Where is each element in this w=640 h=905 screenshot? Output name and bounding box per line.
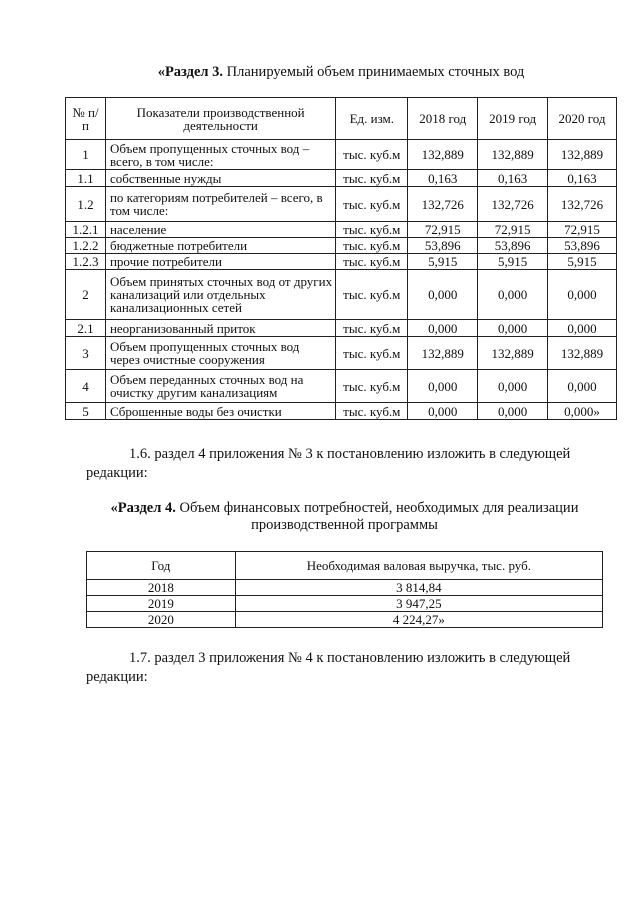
row-num: 1.2 xyxy=(66,187,106,222)
row-unit: тыс. куб.м xyxy=(336,222,408,238)
row-name: Объем принятых сточных вод от других канализаций или отдельных канализационных сетей xyxy=(105,270,335,320)
row-value-2018: 53,896 xyxy=(408,238,478,254)
row-value-2019: 5,915 xyxy=(478,254,548,270)
table-row xyxy=(87,580,603,596)
row-unit: тыс. куб.м xyxy=(336,187,408,222)
table-row xyxy=(66,170,617,187)
section3-title xyxy=(65,64,617,81)
row-value-2020: 5,915 xyxy=(548,254,617,270)
row-value-2018: 0,000 xyxy=(408,270,478,320)
row-value-2019: 0,000 xyxy=(478,320,548,337)
row-num: 2 xyxy=(66,270,106,320)
table-row xyxy=(66,254,617,270)
paragraph-1-6: 1.6. раздел 4 приложения № 3 к постановлению изложить в следующей редакции: xyxy=(86,446,571,481)
row-value-2019: 132,726 xyxy=(478,187,548,222)
row-num: 4 xyxy=(66,370,106,403)
row-unit: тыс. куб.м xyxy=(336,140,408,170)
paragraph-1-7: 1.7. раздел 3 приложения № 4 к постановлению изложить в следующей редакции: xyxy=(86,650,571,685)
table-row xyxy=(66,187,617,222)
row-value-2020: 0,000 xyxy=(548,320,617,337)
row-value-2020: 132,889 xyxy=(548,140,617,170)
row-value-2019: 0,000 xyxy=(478,403,548,420)
row-num: 1.2.3 xyxy=(66,254,106,270)
row-unit: тыс. куб.м xyxy=(336,403,408,420)
row-name: Объем пропущенных сточных вод – всего, в том числе: xyxy=(105,140,335,170)
row-name: Сброшенные воды без очистки xyxy=(105,403,335,420)
row-num: 1.2.2 xyxy=(66,238,106,254)
row-value-2020: 72,915 xyxy=(548,222,617,238)
row-year: 2020 xyxy=(87,612,236,628)
row-revenue: 3 814,84 xyxy=(235,580,602,596)
table-row xyxy=(66,370,617,403)
row-name: Объем переданных сточных вод на очистку другим канализациям xyxy=(105,370,335,403)
row-value-2019: 0,000 xyxy=(478,270,548,320)
table-row xyxy=(66,140,617,170)
header-unit: Ед. изм. xyxy=(336,98,408,140)
header-2019: 2019 год xyxy=(478,98,548,140)
row-value-2020: 0,163 xyxy=(548,170,617,187)
row-unit: тыс. куб.м xyxy=(336,170,408,187)
header-revenue: Необходимая валовая выручка, тыс. руб. xyxy=(235,552,602,580)
section4-table xyxy=(86,551,603,628)
row-value-2020: 0,000 xyxy=(548,370,617,403)
row-value-2019: 72,915 xyxy=(478,222,548,238)
row-year: 2018 xyxy=(87,580,236,596)
row-value-2019: 53,896 xyxy=(478,238,548,254)
table-header-row xyxy=(87,552,603,580)
row-name: население xyxy=(105,222,335,238)
row-unit: тыс. куб.м xyxy=(336,337,408,370)
row-value-2018: 72,915 xyxy=(408,222,478,238)
row-name: бюджетные потребители xyxy=(105,238,335,254)
row-value-2018: 0,000 xyxy=(408,370,478,403)
row-value-2018: 0,163 xyxy=(408,170,478,187)
row-value-2018: 132,889 xyxy=(408,337,478,370)
section3-title-bold: «Раздел 3. xyxy=(157,64,224,80)
row-unit: тыс. куб.м xyxy=(336,320,408,337)
row-num: 1 xyxy=(66,140,106,170)
table-row xyxy=(66,222,617,238)
section4-title-rest: Объем финансовых потребностей, необходимых для реализации производственной программы xyxy=(175,500,579,533)
table-header-row xyxy=(66,98,617,140)
section4-title-bold: «Раздел 4. xyxy=(110,500,176,516)
header-2018: 2018 год xyxy=(408,98,478,140)
row-value-2020: 132,889 xyxy=(548,337,617,370)
row-value-2019: 132,889 xyxy=(478,337,548,370)
row-num: 1.2.1 xyxy=(66,222,106,238)
row-value-2018: 5,915 xyxy=(408,254,478,270)
header-num: № п/п xyxy=(66,98,106,140)
row-revenue: 4 224,27» xyxy=(235,612,602,628)
section3-table xyxy=(65,97,617,420)
row-year: 2019 xyxy=(87,596,236,612)
section4-title xyxy=(86,500,603,534)
row-name: Объем пропущенных сточных вод через очистные сооружения xyxy=(105,337,335,370)
row-name: неорганизованный приток xyxy=(105,320,335,337)
row-value-2019: 0,000 xyxy=(478,370,548,403)
table-row xyxy=(66,403,617,420)
row-num: 5 xyxy=(66,403,106,420)
row-name: по категориям потребителей – всего, в том числе: xyxy=(105,187,335,222)
header-year: Год xyxy=(87,552,236,580)
row-name: прочие потребители xyxy=(105,254,335,270)
row-unit: тыс. куб.м xyxy=(336,370,408,403)
table-row xyxy=(66,337,617,370)
row-value-2019: 132,889 xyxy=(478,140,548,170)
row-num: 3 xyxy=(66,337,106,370)
section3-title-rest: Планируемый объем принимаемых сточных вод xyxy=(223,64,525,80)
header-indicator: Показатели производственной деятельности xyxy=(105,98,335,140)
row-unit: тыс. куб.м xyxy=(336,238,408,254)
row-value-2018: 0,000 xyxy=(408,320,478,337)
row-name: собственные нужды xyxy=(105,170,335,187)
row-value-2018: 132,889 xyxy=(408,140,478,170)
table-row xyxy=(87,612,603,628)
table-row xyxy=(66,238,617,254)
row-value-2018: 132,726 xyxy=(408,187,478,222)
row-unit: тыс. куб.м xyxy=(336,270,408,320)
row-value-2020: 0,000 xyxy=(548,270,617,320)
header-2020: 2020 год xyxy=(548,98,617,140)
table-row xyxy=(87,596,603,612)
row-num: 1.1 xyxy=(66,170,106,187)
table-row xyxy=(66,320,617,337)
row-num: 2.1 xyxy=(66,320,106,337)
row-value-2020: 53,896 xyxy=(548,238,617,254)
row-value-2020: 0,000» xyxy=(548,403,617,420)
row-unit: тыс. куб.м xyxy=(336,254,408,270)
row-revenue: 3 947,25 xyxy=(235,596,602,612)
table-row xyxy=(66,270,617,320)
row-value-2018: 0,000 xyxy=(408,403,478,420)
row-value-2019: 0,163 xyxy=(478,170,548,187)
row-value-2020: 132,726 xyxy=(548,187,617,222)
